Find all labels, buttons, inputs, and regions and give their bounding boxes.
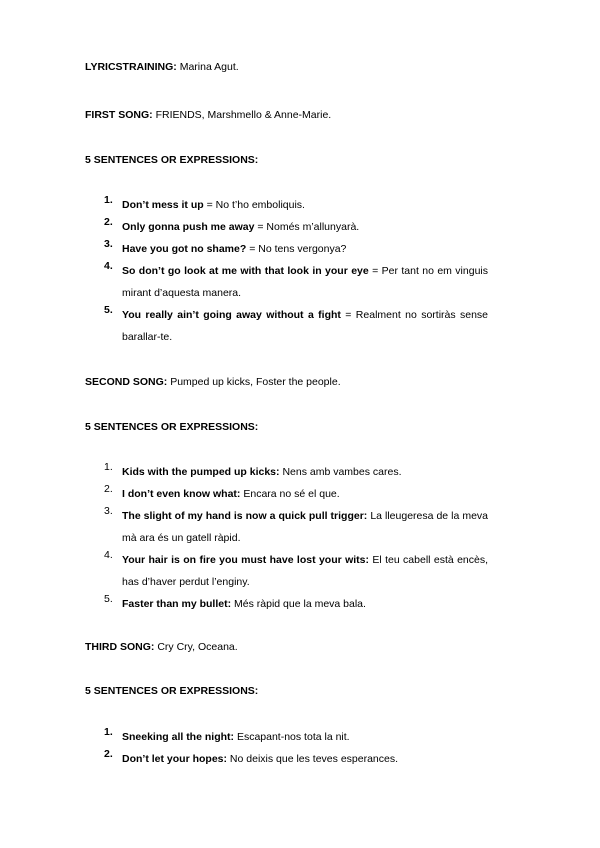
song-label: FIRST SONG: [85,109,153,121]
section-heading-3: 5 SENTENCES OR EXPRESSIONS: [85,685,259,697]
item-phrase: Your hair is on fire you must have lost your wits: [122,554,370,566]
song-heading-2 [85,376,341,388]
item-number: 1. [104,726,113,738]
item-translation: Nens amb vambes cares. [282,466,402,478]
item-number: 1. [104,461,113,473]
item-number: 2. [104,216,113,228]
song-heading-1 [85,109,331,121]
song-heading-3 [85,641,238,653]
item-phrase: The slight of my hand is now a quick pull trigger: [122,510,368,522]
item-phrase: Faster than my bullet: [122,598,232,610]
item-number: 5. [104,304,113,316]
song-title: FRIENDS, Marshmello & Anne-Marie. [155,109,332,121]
item-phrase: Only gonna push me away [122,221,255,233]
item-translation: La lleugeresa de la meva mà ara és un gatell ràpid. [122,510,489,544]
item-number: 3. [104,505,113,517]
song-label: SECOND SONG: [85,376,168,388]
item-translation: No deixis que les teves esperances. [229,753,399,765]
item-number: 4. [104,549,113,561]
item-phrase: You really ain’t going away without a fight [122,309,341,321]
item-number: 3. [104,238,113,250]
item-translation: Escapant-nos tota la nit. [236,731,350,743]
item-phrase: So don’t go look at me with that look in your eye [122,265,369,277]
item-translation: = Només m’allunyarà. [257,221,360,233]
item-phrase: Have you got no shame? [122,243,247,255]
item-translation: = No tens vergonya? [249,243,347,255]
item-translation: = Per tant no em vinguis mirant d’aquesta manera. [122,265,488,299]
item-phrase: I don’t even know what: [122,488,241,500]
song-title: Pumped up kicks, Foster the people. [170,376,341,388]
item-translation: = Realment no sortiràs sense barallar-te. [122,309,489,343]
section-heading-1: 5 SENTENCES OR EXPRESSIONS: [85,154,259,166]
item-number: 1. [104,194,113,206]
item-number: 2. [104,748,113,760]
item-translation: El teu cabell està encès, has d’haver perdut l’enginy. [122,554,489,588]
section-heading-2: 5 SENTENCES OR EXPRESSIONS: [85,421,259,433]
item-number: 5. [104,593,113,605]
author-name: Marina Agut. [179,61,239,73]
header-label: LYRICSTRAINING: [85,61,177,73]
item-phrase: Sneeking all the night: [122,731,235,743]
item-phrase: Don’t let your hopes: [122,753,227,765]
song-label: THIRD SONG: [85,641,155,653]
item-translation: Més ràpid que la meva bala. [234,598,366,610]
item-translation: = No t’ho emboliquis. [206,199,305,211]
item-phrase: Kids with the pumped up kicks: [122,466,280,478]
item-number: 2. [104,483,113,495]
item-translation: Encara no sé el que. [243,488,340,500]
item-number: 4. [104,260,113,272]
song-title: Cry Cry, Oceana. [157,641,238,653]
item-phrase: Don’t mess it up [122,199,204,211]
document-header [85,61,239,73]
